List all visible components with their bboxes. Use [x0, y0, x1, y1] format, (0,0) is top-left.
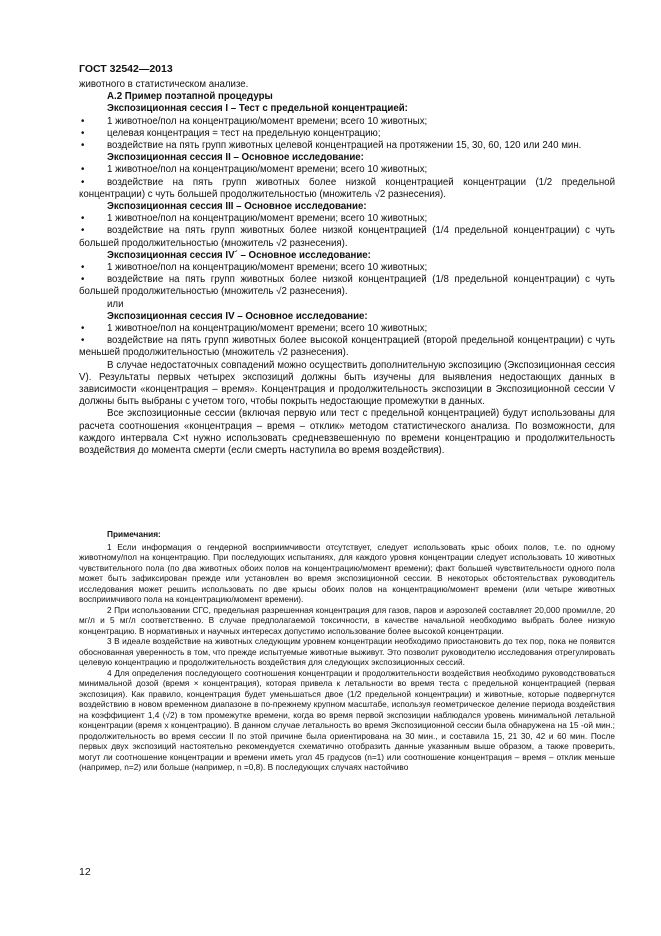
list-item — [79, 116, 615, 128]
list-item-text: воздействие на пять групп животных целевой концентрацией на протяжении 15, 30, 60, 120 или 240 мин. — [107, 140, 582, 152]
list-item — [79, 128, 615, 140]
session-2-title: Экспозиционная сессия II – Основное исследование: — [107, 152, 364, 164]
list-item-text: 1 животное/пол на концентрацию/момент времени; всего 10 животных; — [107, 213, 428, 225]
paragraph: В случае недостаточных совпадений можно осуществить дополнительную экспозицию (Экспозиционная сессия V). Результаты первых четырех экспозиций должны быть изучены для выявления недостающих данных в зависимости «концентрация – время». Концентрация и продолжительность экспозиции в Экспозиционной сессии V должны быть выбраны с учетом того, чтобы покрыть недостающие промежутки в данных. — [79, 359, 615, 408]
bullet-mark: • — [81, 335, 85, 347]
bullet-mark: • — [81, 140, 85, 152]
bullet-mark: • — [81, 225, 85, 237]
list-item-text: воздействие на пять групп животных более высокой концентрацией (второй предельной концентрации) с чуть меньшей продолжительностью (множитель √2 разнесения). — [79, 335, 615, 359]
bullet-mark: • — [81, 213, 85, 225]
bullet-mark: • — [81, 164, 85, 176]
list-item-text: 1 животное/пол на концентрацию/момент времени; всего 10 животных; — [107, 164, 428, 176]
note-1: 1 Если информация о гендерной восприимчивости отсутствует, следует использовать крыс обоих полов, т.е. по одному животному/пол на концентрацию. При последующих испытаниях, для каждого уровня концентрации следует использовать 10 животных чувствительного пола (по два животных обоих полов на концентрацию/момент времени); факт большей чувствительности одного пола может быть зафиксирован прежде или установлен во время экспозиционной сессии. В некоторых обстоятельствах руководитель исследования может решить использовать по две крысы обоих полов на концентрацию/момент времени (или четыре животных восприимчивого пола на концентрацию/момент времени). — [79, 541, 615, 604]
list-item-text: й продолжительностью (множитель √2 разнесения). — [211, 188, 446, 200]
page-number: 12 — [79, 866, 91, 878]
document-header: ГОСТ 32542—2013 — [79, 63, 173, 75]
session-1-title: Экспозиционная сессия I – Тест с предельной концентрацией: — [107, 103, 408, 115]
notes-title: Примечания: — [107, 529, 161, 539]
note-3: 3 В идеале воздействие на животных следующим уровнем концентрации необходимо приостановить до тех пор, пока не появится обоснованная уверенность в том, что прежде испытуемые животные выживут. Это позволит руководителю исследования отрегулировать целевую концентрацию и продолжительность воздействия для следующих экспозиционных сессий. — [79, 636, 615, 667]
bullet-mark: • — [81, 176, 85, 188]
list-item-text: воздействие на пять групп животных более низкой концентрацией (1/8 предельной концентрации) с чуть большей продолжительностью (множитель √2 разнесения). — [79, 274, 615, 298]
list-item-text: 1 животное/пол на концентрацию/момент времени; всего 10 животных; — [107, 323, 428, 335]
list-item — [79, 335, 615, 359]
list-item — [79, 274, 615, 298]
notes-block — [79, 529, 615, 773]
bullet-mark: • — [81, 127, 85, 139]
list-item — [79, 225, 615, 249]
bullet-mark: • — [81, 115, 85, 127]
bullet-mark: • — [81, 323, 85, 335]
list-item-text: воздействие на пять групп животных более низкой концентрацией концентрации (1/2 предельной концентрации) с чуть больше — [79, 176, 615, 200]
session-4-title: Экспозиционная сессия IV – Основное исследование: — [107, 310, 368, 322]
paragraph-continuation: животного в статистическом анализе. — [79, 79, 249, 90]
or-separator: или — [107, 298, 124, 310]
paragraph: Все экспозиционные сессии (включая первую или тест с предельной концентрацией) будут использованы для расчета соотношения «концентрация – время – отклик» методом статистического анализа. По возможности, для каждого интервала C×t нужно использовать средневзвешенную по времени концентрацию и продолжительность воздействия до момента смерти (если смерть наступила во время воздействия). — [79, 408, 615, 457]
list-item-text: 1 животное/пол на концентрацию/момент времени; всего 10 животных; — [107, 262, 428, 274]
list-item — [79, 213, 615, 225]
list-item — [79, 323, 615, 335]
list-item-text: целевая концентрация = тест на предельную концентрацию; — [107, 127, 381, 139]
list-item — [79, 140, 615, 152]
session-4a-title: Экспозиционная сессия IV´ – Основное исследование: — [107, 249, 371, 261]
session-3-title: Экспозиционная сессия III – Основное исследование: — [107, 201, 367, 213]
list-item — [79, 164, 615, 176]
bullet-mark: • — [81, 262, 85, 274]
main-text — [79, 79, 615, 457]
list-item-text: воздействие на пять групп животных более низкой концентрацией (1/4 предельной концентрации) с чуть большей продолжительностью (множитель √2 разнесения). — [79, 225, 615, 249]
bullet-mark: • — [81, 274, 85, 286]
section-title: А.2 Пример поэтапной процедуры — [107, 91, 273, 103]
note-2: 2 При использовании СГС, предельная разрешенная концентрация для газов, паров и аэрозолей составляет 20,000 промилле, 20 мг/л и 5 мг/л соответственно. В случае предполагаемой токсичности, в качестве начальной необходимо выбрать более низкую концентрацию. В нормативных и научных интересах допустимо использование более высокой концентрации. — [79, 604, 615, 636]
list-item — [79, 262, 615, 274]
note-4: 4 Для определения последующего соотношения концентрации и продолжительности воздействия необходимо руководствоваться минимальной дозой (время × концентрация), которая привела к летальности во время теста с предельной концентрацией (первая экспозиция). Как правило, концентрация будет уменьшаться двое (1/2 предельной концентрации) и животные, которые подвергнутся воздействию в новом временном диапазоне в по-прежнему крупном масштабе, используя геометрическое деление периода воздействия на коэффициент 1,4 (√2) в том промежутке времени, когда во время первой экспозиции наблюдался уровень минимальной летальной концентрации (время х концентрацию). В данном случае летальность во время Экспозиционной сессии была обнаружена на 15 -ой мин.; продолжительность во время сессии II по этой причине была ориентирована на 30 мин., и составила 15, 21 30, 42 и 60 мин. После первых двух экспозиций настоятельно рекомендуется схематично отобразить данные указанным выше образом, а также проверить, могут ли соотношение концентрации и времени иметь угол 45 градусов (n=1) или соотношение концентрация – время – отклик меньше (например, n=2) или больше (например, n =0,8). В последующих случаях настойчиво — [79, 667, 615, 772]
list-item — [79, 177, 615, 201]
list-item-text: 1 животное/пол на концентрацию/момент времени; всего 10 животных; — [107, 115, 428, 127]
